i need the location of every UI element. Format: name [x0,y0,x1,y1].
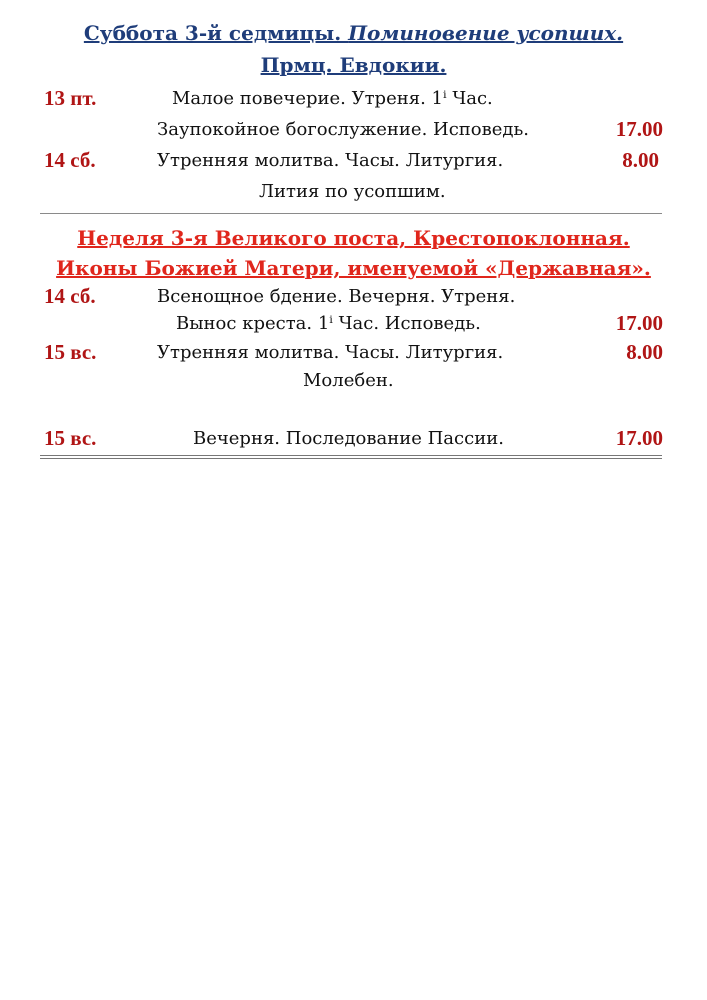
section1-title-part1: Суббота 3-й седмицы. [83,21,349,45]
row-date: 14 сб. [44,148,96,172]
row-date: 13 пт. [44,86,97,110]
row-time: 8.00 [622,148,659,172]
section-divider [40,455,662,459]
section1-title-part2: Поминовение усопших. [348,21,624,45]
row-date: 15 вс. [44,340,97,364]
row-service-line1: Утренняя молитва. Часы. Литургия. [157,342,504,363]
row-service-line2: Лития по усопшим. [259,181,446,202]
row-time: 17.00 [615,117,663,141]
row-service-line2: Молебен. [303,370,394,391]
row-date: 15 вс. [44,426,97,450]
row-service-line1: Вечерня. Последование Пассии. [193,428,504,449]
row-service-line1: Малое повечерие. Утреня. 1ⁱ Час. [172,88,493,109]
row-date: 14 сб. [44,284,96,308]
section1-title [0,20,707,46]
row-time: 17.00 [615,311,663,335]
row-service-line2: Вынос креста. 1ⁱ Час. Исповедь. [176,313,481,334]
section1-subtitle: Прмц. Евдокии. [260,53,447,77]
section2-title-line1: Неделя 3-я Великого поста, Крестопоклонная. [77,226,630,250]
section2-title-line2: Иконы Божией Матери, именуемой «Державная». [56,256,651,280]
row-service-line1: Всенощное бдение. Вечерня. Утреня. [157,286,516,307]
row-service-line2: Заупокойное богослужение. Исповедь. [157,119,530,140]
section-divider [40,213,662,214]
row-time: 17.00 [615,426,663,450]
row-service-line1: Утренняя молитва. Часы. Литургия. [157,150,504,171]
row-time: 8.00 [626,340,663,364]
